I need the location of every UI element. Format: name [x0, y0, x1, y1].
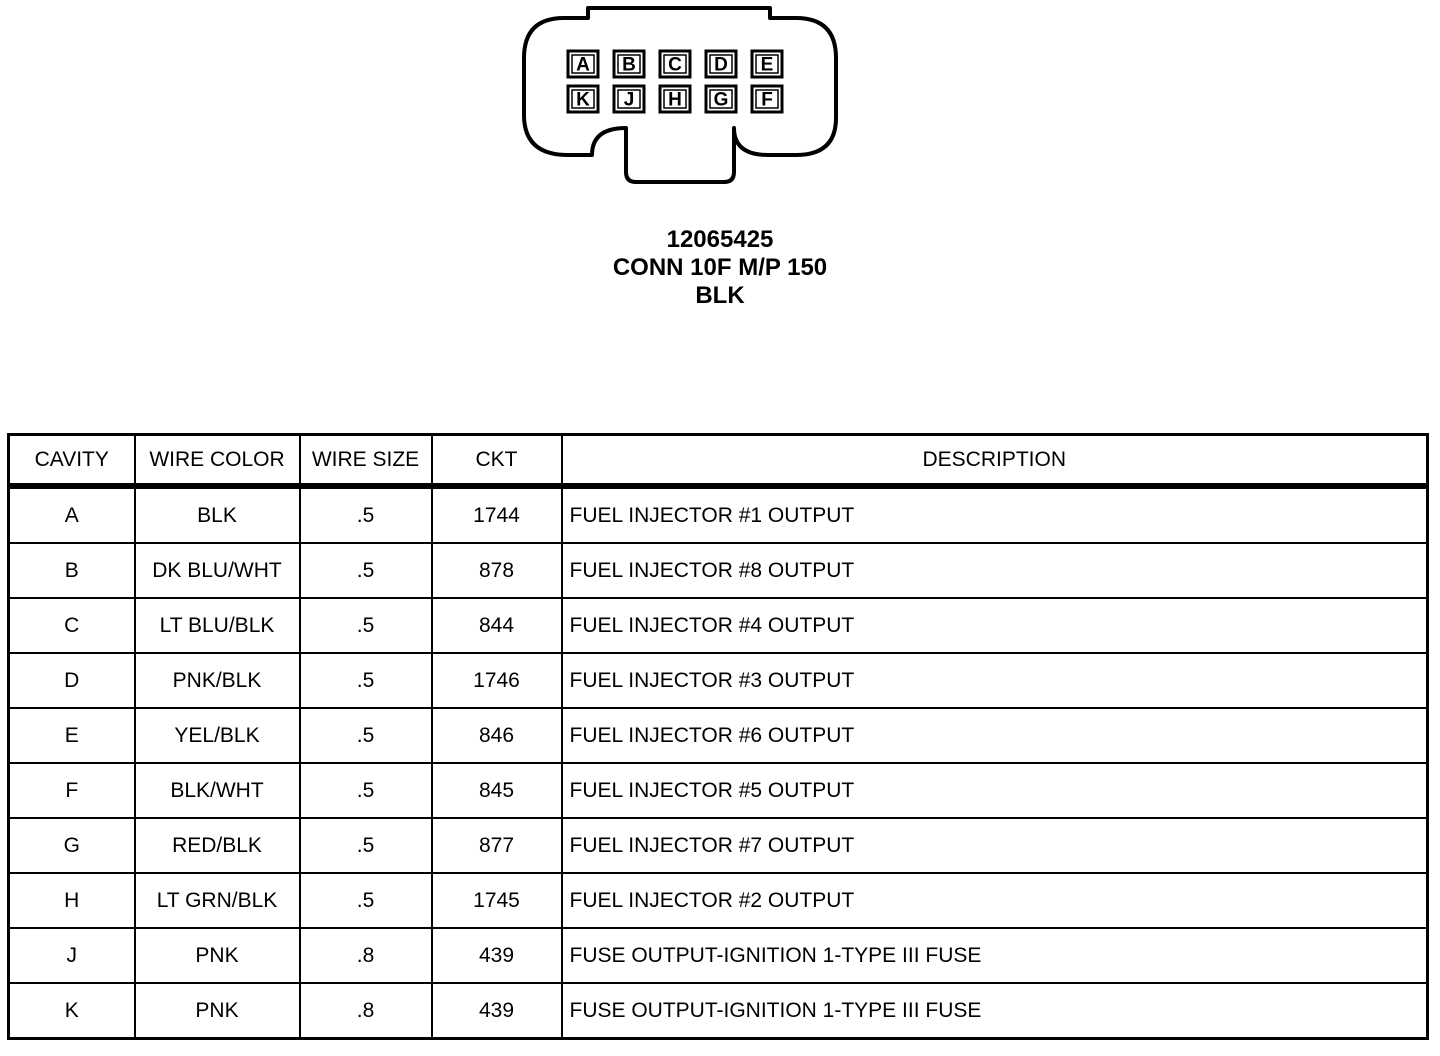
cavity-label: J: [623, 89, 635, 111]
cell-description: FUEL INJECTOR #3 OUTPUT: [562, 653, 1428, 708]
cavity-pin-b: [614, 51, 644, 77]
connector-info: [0, 226, 1440, 310]
top-row-cavities: [568, 51, 782, 77]
cell-description: FUEL INJECTOR #1 OUTPUT: [562, 486, 1428, 543]
cell-ckt: 1746: [432, 653, 562, 708]
cell-cavity: G: [9, 818, 135, 873]
cell-description: FUSE OUTPUT-IGNITION 1-TYPE III FUSE: [562, 928, 1428, 983]
cell-description: FUEL INJECTOR #5 OUTPUT: [562, 763, 1428, 818]
header-cavity: CAVITY: [9, 435, 135, 487]
cell-cavity: J: [9, 928, 135, 983]
cell-cavity: H: [9, 873, 135, 928]
cell-wire-size: .5: [300, 708, 432, 763]
cell-wire-color: LT GRN/BLK: [135, 873, 300, 928]
cell-wire-color: BLK: [135, 486, 300, 543]
table-row: [9, 873, 1428, 928]
cavity-pin-c: [660, 51, 690, 77]
cell-ckt: 845: [432, 763, 562, 818]
connector-description: CONN 10F M/P 150: [612, 254, 828, 281]
connector-diagram: [0, 0, 1440, 200]
header-wire-size: WIRE SIZE: [300, 435, 432, 487]
part-number: 12065425: [666, 226, 774, 253]
cell-wire-color: YEL/BLK: [135, 708, 300, 763]
cavity-label: K: [576, 89, 590, 111]
cell-ckt: 844: [432, 598, 562, 653]
cavity-pin-j: [614, 86, 644, 112]
cell-wire-color: LT BLU/BLK: [135, 598, 300, 653]
cell-wire-color: PNK/BLK: [135, 653, 300, 708]
table-row: [9, 928, 1428, 983]
cavity-label: H: [668, 89, 682, 111]
cavity-label: B: [622, 54, 636, 76]
cell-wire-size: .5: [300, 486, 432, 543]
header-ckt: CKT: [432, 435, 562, 487]
cell-description: FUEL INJECTOR #8 OUTPUT: [562, 543, 1428, 598]
cell-wire-color: PNK: [135, 928, 300, 983]
connector-color: BLK: [695, 282, 745, 309]
cell-description: FUEL INJECTOR #2 OUTPUT: [562, 873, 1428, 928]
cavity-label: A: [576, 54, 590, 76]
cell-ckt: 846: [432, 708, 562, 763]
cell-cavity: A: [9, 486, 135, 543]
cell-ckt: 878: [432, 543, 562, 598]
table-header-row: [9, 435, 1428, 487]
cell-wire-size: .5: [300, 763, 432, 818]
header-wire-color: WIRE COLOR: [135, 435, 300, 487]
cavity-pin-g: [706, 86, 736, 112]
cell-ckt: 877: [432, 818, 562, 873]
cell-wire-color: DK BLU/WHT: [135, 543, 300, 598]
pinout-body: [9, 486, 1428, 1039]
cavity-pin-a: [568, 51, 598, 77]
cavity-label: G: [713, 89, 729, 111]
cavity-pin-f: [752, 86, 782, 112]
cell-cavity: E: [9, 708, 135, 763]
table-row: [9, 543, 1428, 598]
cell-cavity: B: [9, 543, 135, 598]
cell-description: FUEL INJECTOR #7 OUTPUT: [562, 818, 1428, 873]
table-row: [9, 486, 1428, 543]
cell-wire-color: PNK: [135, 983, 300, 1039]
table-row: [9, 598, 1428, 653]
table-row: [9, 653, 1428, 708]
cell-cavity: F: [9, 763, 135, 818]
cell-ckt: 1745: [432, 873, 562, 928]
cell-cavity: C: [9, 598, 135, 653]
cavity-label: C: [668, 54, 682, 76]
cell-description: FUSE OUTPUT-IGNITION 1-TYPE III FUSE: [562, 983, 1428, 1039]
cell-wire-size: .8: [300, 983, 432, 1039]
cell-wire-color: RED/BLK: [135, 818, 300, 873]
table-row: [9, 763, 1428, 818]
cell-wire-size: .5: [300, 653, 432, 708]
cell-wire-size: .8: [300, 928, 432, 983]
pinout-table: [7, 433, 1429, 1040]
cell-wire-size: .5: [300, 598, 432, 653]
cell-cavity: D: [9, 653, 135, 708]
cell-cavity: K: [9, 983, 135, 1039]
cell-wire-color: BLK/WHT: [135, 763, 300, 818]
cavity-pin-d: [706, 51, 736, 77]
cavity-pin-h: [660, 86, 690, 112]
cavity-pin-k: [568, 86, 598, 112]
cell-ckt: 439: [432, 983, 562, 1039]
table-row: [9, 983, 1428, 1039]
cavity-label: D: [714, 54, 728, 76]
cell-wire-size: .5: [300, 873, 432, 928]
cavity-label: F: [761, 89, 773, 111]
table-row: [9, 708, 1428, 763]
header-description: DESCRIPTION: [562, 435, 1428, 487]
cell-wire-size: .5: [300, 543, 432, 598]
cavity-label: E: [760, 54, 774, 76]
cell-description: FUEL INJECTOR #4 OUTPUT: [562, 598, 1428, 653]
cell-ckt: 439: [432, 928, 562, 983]
table-row: [9, 818, 1428, 873]
bottom-row-cavities: [568, 86, 782, 112]
cavity-pin-e: [752, 51, 782, 77]
cell-description: FUEL INJECTOR #6 OUTPUT: [562, 708, 1428, 763]
cell-ckt: 1744: [432, 486, 562, 543]
cell-wire-size: .5: [300, 818, 432, 873]
